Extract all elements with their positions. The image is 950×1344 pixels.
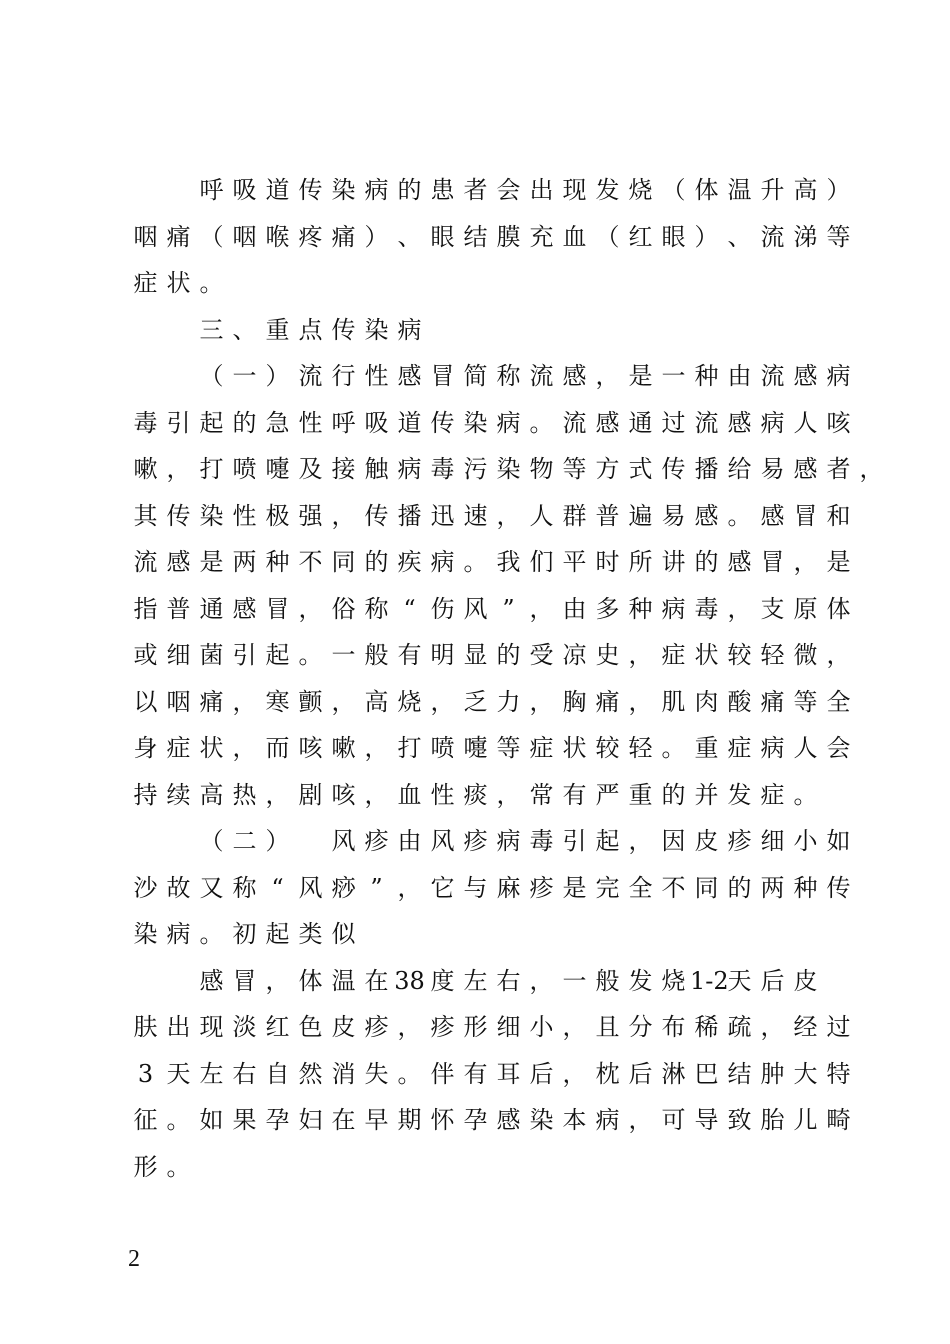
text-line: 3 天 左 右 自 然 消 失 。 伴 有 耳 后 ， 枕 后 淋 巴 结 肿 大 特 (137, 1059, 851, 1088)
text-line: （ 一 ） 流 行 性 感 冒 简 称 流 感 ， 是 一 种 由 流 感 病 (199, 362, 851, 390)
text-line: 身 症 状 ， 而 咳 嗽 ， 打 喷 嚏 等 症 状 较 轻 。 重 症 病 人 会 (133, 734, 851, 762)
text-line: 染 病 。 初 起 类 似 (133, 920, 356, 948)
text-line: 以 咽 痛 ， 寒 颤 ， 高 烧 ， 乏 力 ， 胸 痛 ， 肌 肉 酸 痛 等 全 (133, 687, 851, 716)
text-line: 流 感 是 两 种 不 同 的 疾 病 。 我 们 平 时 所 讲 的 感 冒 ， 是 (133, 548, 851, 576)
text-line: 形 。 (133, 1152, 191, 1181)
text-line: 呼 吸 道 传 染 病 的 患 者 会 出 现 发 烧 （ 体 温 升 高 ） (199, 176, 851, 204)
text-line: 症 状 。 (133, 269, 224, 297)
text-line: 咽 痛 （ 咽 喉 疼 痛 ） 、 眼 结 膜 充 血 （ 红 眼 ） 、 流 涕 等 (133, 222, 851, 251)
page-number: 2 (128, 1246, 140, 1272)
text-line: 肤 出 现 淡 红 色 皮 疹 ， 疹 形 细 小 ， 且 分 布 稀 疏 ， 经 过 (133, 1013, 851, 1041)
text-line: 持 续 高 热 ， 剧 咳 ， 血 性 痰 ， 常 有 严 重 的 并 发 症 。 (133, 780, 818, 809)
text-line: 或 细 菌 引 起 。 一 般 有 明 显 的 受 凉 史 ， 症 状 较 轻 微 ， (133, 641, 851, 669)
text-line: （ 二 ） 风 疹 由 风 疹 病 毒 引 起 ， 因 皮 疹 细 小 如 (199, 827, 851, 855)
text-line: 其 传 染 性 极 强 ， 传 播 迅 速 ， 人 群 普 遍 易 感 。 感 冒 和 (133, 501, 851, 530)
text-line: 三 、 重 点 传 染 病 (199, 315, 422, 344)
text-line: 感 冒 ， 体 温 在 38 度 左 右 ， 一 般 发 烧 1-2 天 后 皮 (199, 966, 818, 995)
text-line: 指 普 通 感 冒 ， 俗 称 “ 伤 风 ” ， 由 多 种 病 毒 ， 支 原 体 (133, 594, 851, 623)
text-line: 毒 引 起 的 急 性 呼 吸 道 传 染 病 。 流 感 通 过 流 感 病 人 咳 (133, 408, 851, 437)
text-line: 沙 故 又 称 “ 风 痧 ” ， 它 与 麻 疹 是 完 全 不 同 的 两 种 传 (133, 873, 851, 902)
text-line: 征 。 如 果 孕 妇 在 早 期 怀 孕 感 染 本 病 ， 可 导 致 胎 儿 畸 (133, 1106, 851, 1134)
text-line: 嗽 ， 打 喷 嚏 及 接 触 病 毒 污 染 物 等 方 式 传 播 给 易 感 者 ， (133, 455, 884, 483)
